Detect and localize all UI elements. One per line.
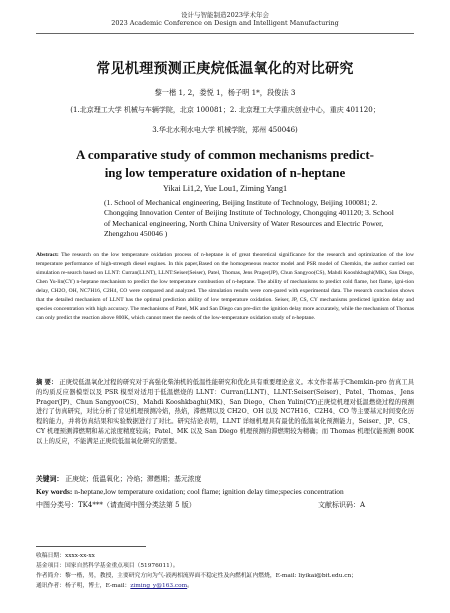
document-code: 文献标识码：A: [318, 501, 366, 509]
fund-info: 基金项目：国家自然科学基金重点项目（51976011）。: [36, 563, 179, 570]
abstract-cn: [36, 378, 414, 446]
abstract-en-text: The research on the low temperature oxidation process of n-heptane is of great theoretical significance for the research and optimization of the low temperature performance of high-strength diesel engines. In this paper,Based on the homogeneous reactor model and PSR model of Chemkin, the author carried out simulation re-search based on LLNT: Curran(LLNT), LLNT:Seiser(Seiser), Patel, Thomas, Jens Prager(JP), Chun Sangyoo(CS), Mahdi Kooshkbaghi(MK), San Diego, Chen Yu-lin(CY) n-heptane mechanism to predict the low temperature combustion of n-heptane. The ability of mechanisms to predict cold flame, hot flame, igni-tion delay, CH2O, OH, NC7H16, C2H4, CO were compared and analyzed. The simulation results were com-pared with experimental data. The research conclusion shows that the detailed mechanism of LLNT has the optimal prediction ability of low temperature oxidation. Seiser, JP, CS, CY mechanisms predicted ignition delay and species concentration with high accuracy. The mechanisms of Patel, MK and San Diego can pre-dict the ignition delay more accurately, while the mechanism of Thomas can only predict the reaction above 800K, which cannot meet the needs of the low-temperature oxidation study of n-heptane.: [36, 252, 414, 322]
keywords-en-label: Key words:: [36, 487, 73, 496]
received-date: 收稿日期：xxxx-xx-xx: [36, 553, 95, 559]
keywords-cn: [36, 474, 414, 485]
footnote-rule: [36, 546, 146, 547]
conference-header: [0, 11, 450, 27]
corresponding-author: [36, 581, 416, 591]
clc-number: 中图分类号：TK4***（请查阅中图分类法第 5 版）: [36, 501, 196, 509]
en-title-line-1: A comparative study of common mechanisms predict-: [75, 147, 374, 162]
cn-affiliation-1: (1.北京理工大学 机械与车辆学院，北京 100081；2. 北京理工大学重庆创业中心，重庆 401120；: [70, 106, 380, 114]
footnotes: [36, 551, 416, 592]
abstract-en-label: Abstract:: [36, 252, 59, 258]
cn-affiliation-2: 3.华北水利水电大学 机械学院，郑州 450046): [152, 126, 298, 134]
en-affiliation-line: Chongqing Innovation Center of Beijing Institute of Technology, Chongqing 401120; 3. School: [104, 208, 394, 218]
conference-header-en: 2023 Academic Conference on Design and Intelligent Manufacturing: [111, 19, 339, 28]
conference-header-cn: 设计与智能制造2023学术年会: [180, 11, 270, 19]
en-affiliation: [104, 198, 424, 240]
en-affiliation-line: Zhengzhou 450046 ): [104, 229, 168, 239]
author-intro: 作者简介：黎一楷，男，教授，主要研究方向为气-液两相流界面不稳定性及內燃机缸内燃烧，E-mail: liyikai@bit.edu.cn；: [36, 573, 358, 580]
corresponding-author-suffix: 。: [187, 583, 193, 590]
en-title-line-2: ing low temperature oxidation of n-heptane: [104, 164, 346, 180]
en-title: [0, 146, 450, 181]
abstract-cn-label: 摘 要：: [36, 379, 58, 386]
abstract-cn-text: 正庚烷低温氧化过程的研究对于高强化柴油机的低温性能研究和优化具有重要理论意义。本文作者基于Chemkin-pro 仿真工具的均质反应器模型以及 PSR 模型对适用于低温燃烧的 LLNT：Curran(LLNT)、LLNT:Seiser(Seiser)、Patel、Thomas、Jens Prager(JP)、Chun Sangyoo(CS)、Mahdi Kooshkbaghi(MK)、San Diego、Chen Yulin(CY)正庚烷机理对低温燃烧过程的预测进行了仿真研究，对比分析了常见机理预测冷焰，热焰，滞燃期以及 CH2O、OH 以及 NC7H16、C2H4、CO 等主要基元时间变化历程的能力，并将仿真结果和实验数据进行了对比。研究结论表明，LLNT 详细机理具有最优的低温氧化预测能力，Seiser、JP、CS、CY 机理预测滞燃期和基元浓度精度较高；Patel、MK 以及 San Diego 机理预测的滞燃期较为精确；而 Thomas 机理仅能预测 800K 以上的反应，不能满足正庚烷低温氧化研究的需要。: [36, 379, 414, 445]
keywords-cn-label: 关键词：: [36, 475, 64, 483]
cn-authors: 黎一楷 1, 2，娄悦 1，杨子明 1*，段俊法 3: [154, 88, 296, 97]
abstract-en: [36, 251, 414, 323]
corresponding-author-prefix: 通讯作者：杨子明，博士，E-mail：: [36, 583, 131, 590]
classification: [36, 500, 414, 510]
cn-title: 常见机理预测正庚烷低温氧化的对比研究: [96, 61, 354, 77]
keywords-cn-text: 正庚烷；低温氧化；冷焰；滞燃期；基元浓度: [65, 475, 202, 483]
keywords-en: [36, 487, 414, 498]
en-affiliation-line: (1. School of Mechanical engineering, Beijing Institute of Technology, Beijing 100081; 2.: [104, 198, 378, 207]
corresponding-email-link[interactable]: ziming_y@163.com: [130, 583, 188, 590]
en-affiliation-line: of Mechanical engineering, North China University of Water Resources and Electric Power,: [104, 218, 384, 228]
header-rule: [36, 33, 414, 34]
keywords-en-text: n-heptane,low temperature oxidation; cool flame; ignition delay time;species concentration: [74, 487, 344, 496]
en-authors: Yikai Li1,2, Yue Lou1, Ziming Yang1: [162, 184, 288, 193]
